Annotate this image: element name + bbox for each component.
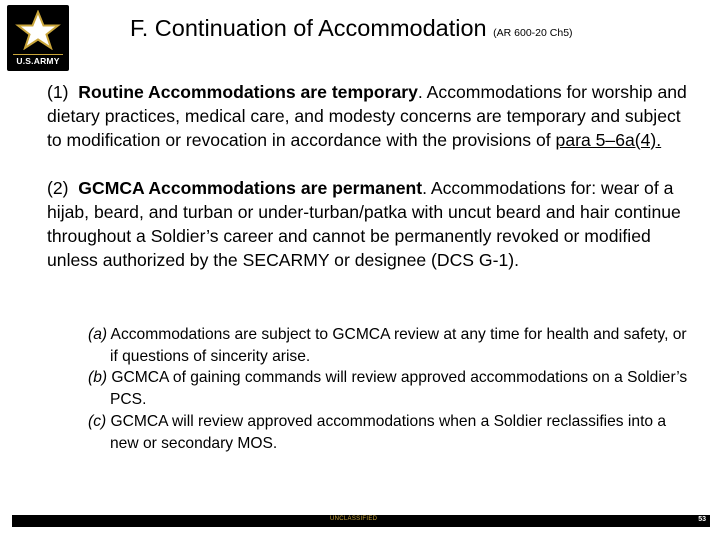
paragraph-2-text: . Accommodations for: wear of a hijab, beard, and turban or under-turban/patka with uncut beard and hair continue throughout a Soldier’s career and cannot be permanently revoked or modified unless authorized by the SECARMY or designee (DCS G-1). xyxy=(47,178,681,270)
page-number: 53 xyxy=(698,516,706,523)
paragraph-1-link[interactable]: para 5–6a(4). xyxy=(555,130,662,150)
paragraph-2 xyxy=(47,176,687,272)
star-icon xyxy=(15,10,61,50)
logo-divider xyxy=(13,54,63,55)
sub-item-a xyxy=(88,324,688,367)
footer-bar xyxy=(12,515,710,527)
sub-item-c xyxy=(88,411,688,454)
sub-item-a-text: Accommodations are subject to GCMCA review at any time for health and safety, or if questions of sincerity arise. xyxy=(110,326,687,365)
sub-items xyxy=(88,324,688,454)
paragraph-1-text: . Accommodations for worship and dietary practices, medical care, and modesty concerns are temporary and subject to modification or revocation in accordance with the provisions of xyxy=(47,82,687,150)
paragraph-1-number: (1) xyxy=(47,82,69,102)
sub-item-c-label: (c) xyxy=(88,412,107,430)
sub-item-b-label: (b) xyxy=(88,369,108,387)
army-logo xyxy=(7,5,69,71)
paragraph-2-number: (2) xyxy=(47,178,69,198)
paragraph-1 xyxy=(47,80,687,152)
sub-item-b xyxy=(88,367,688,410)
sub-item-a-label: (a) xyxy=(88,326,108,343)
main-content xyxy=(47,80,687,296)
paragraph-1-lead: Routine Accommodations are temporary xyxy=(78,82,418,102)
logo-text: U.S.ARMY xyxy=(16,56,60,66)
title-reference: (AR 600-20 Ch5) xyxy=(493,27,573,39)
paragraph-2-lead: GCMCA Accommodations are permanent xyxy=(78,178,423,198)
title-text: F. Continuation of Accommodation xyxy=(130,15,487,41)
sub-item-b-text: GCMCA of gaining commands will review approved accommodations on a Soldier’s PCS. xyxy=(110,369,688,409)
classification-marking: UNCLASSIFIED xyxy=(330,516,378,522)
page-title xyxy=(130,15,573,42)
sub-item-c-text: GCMCA will review approved accommodations when a Soldier reclassifies into a new or secondary MOS. xyxy=(110,412,667,452)
